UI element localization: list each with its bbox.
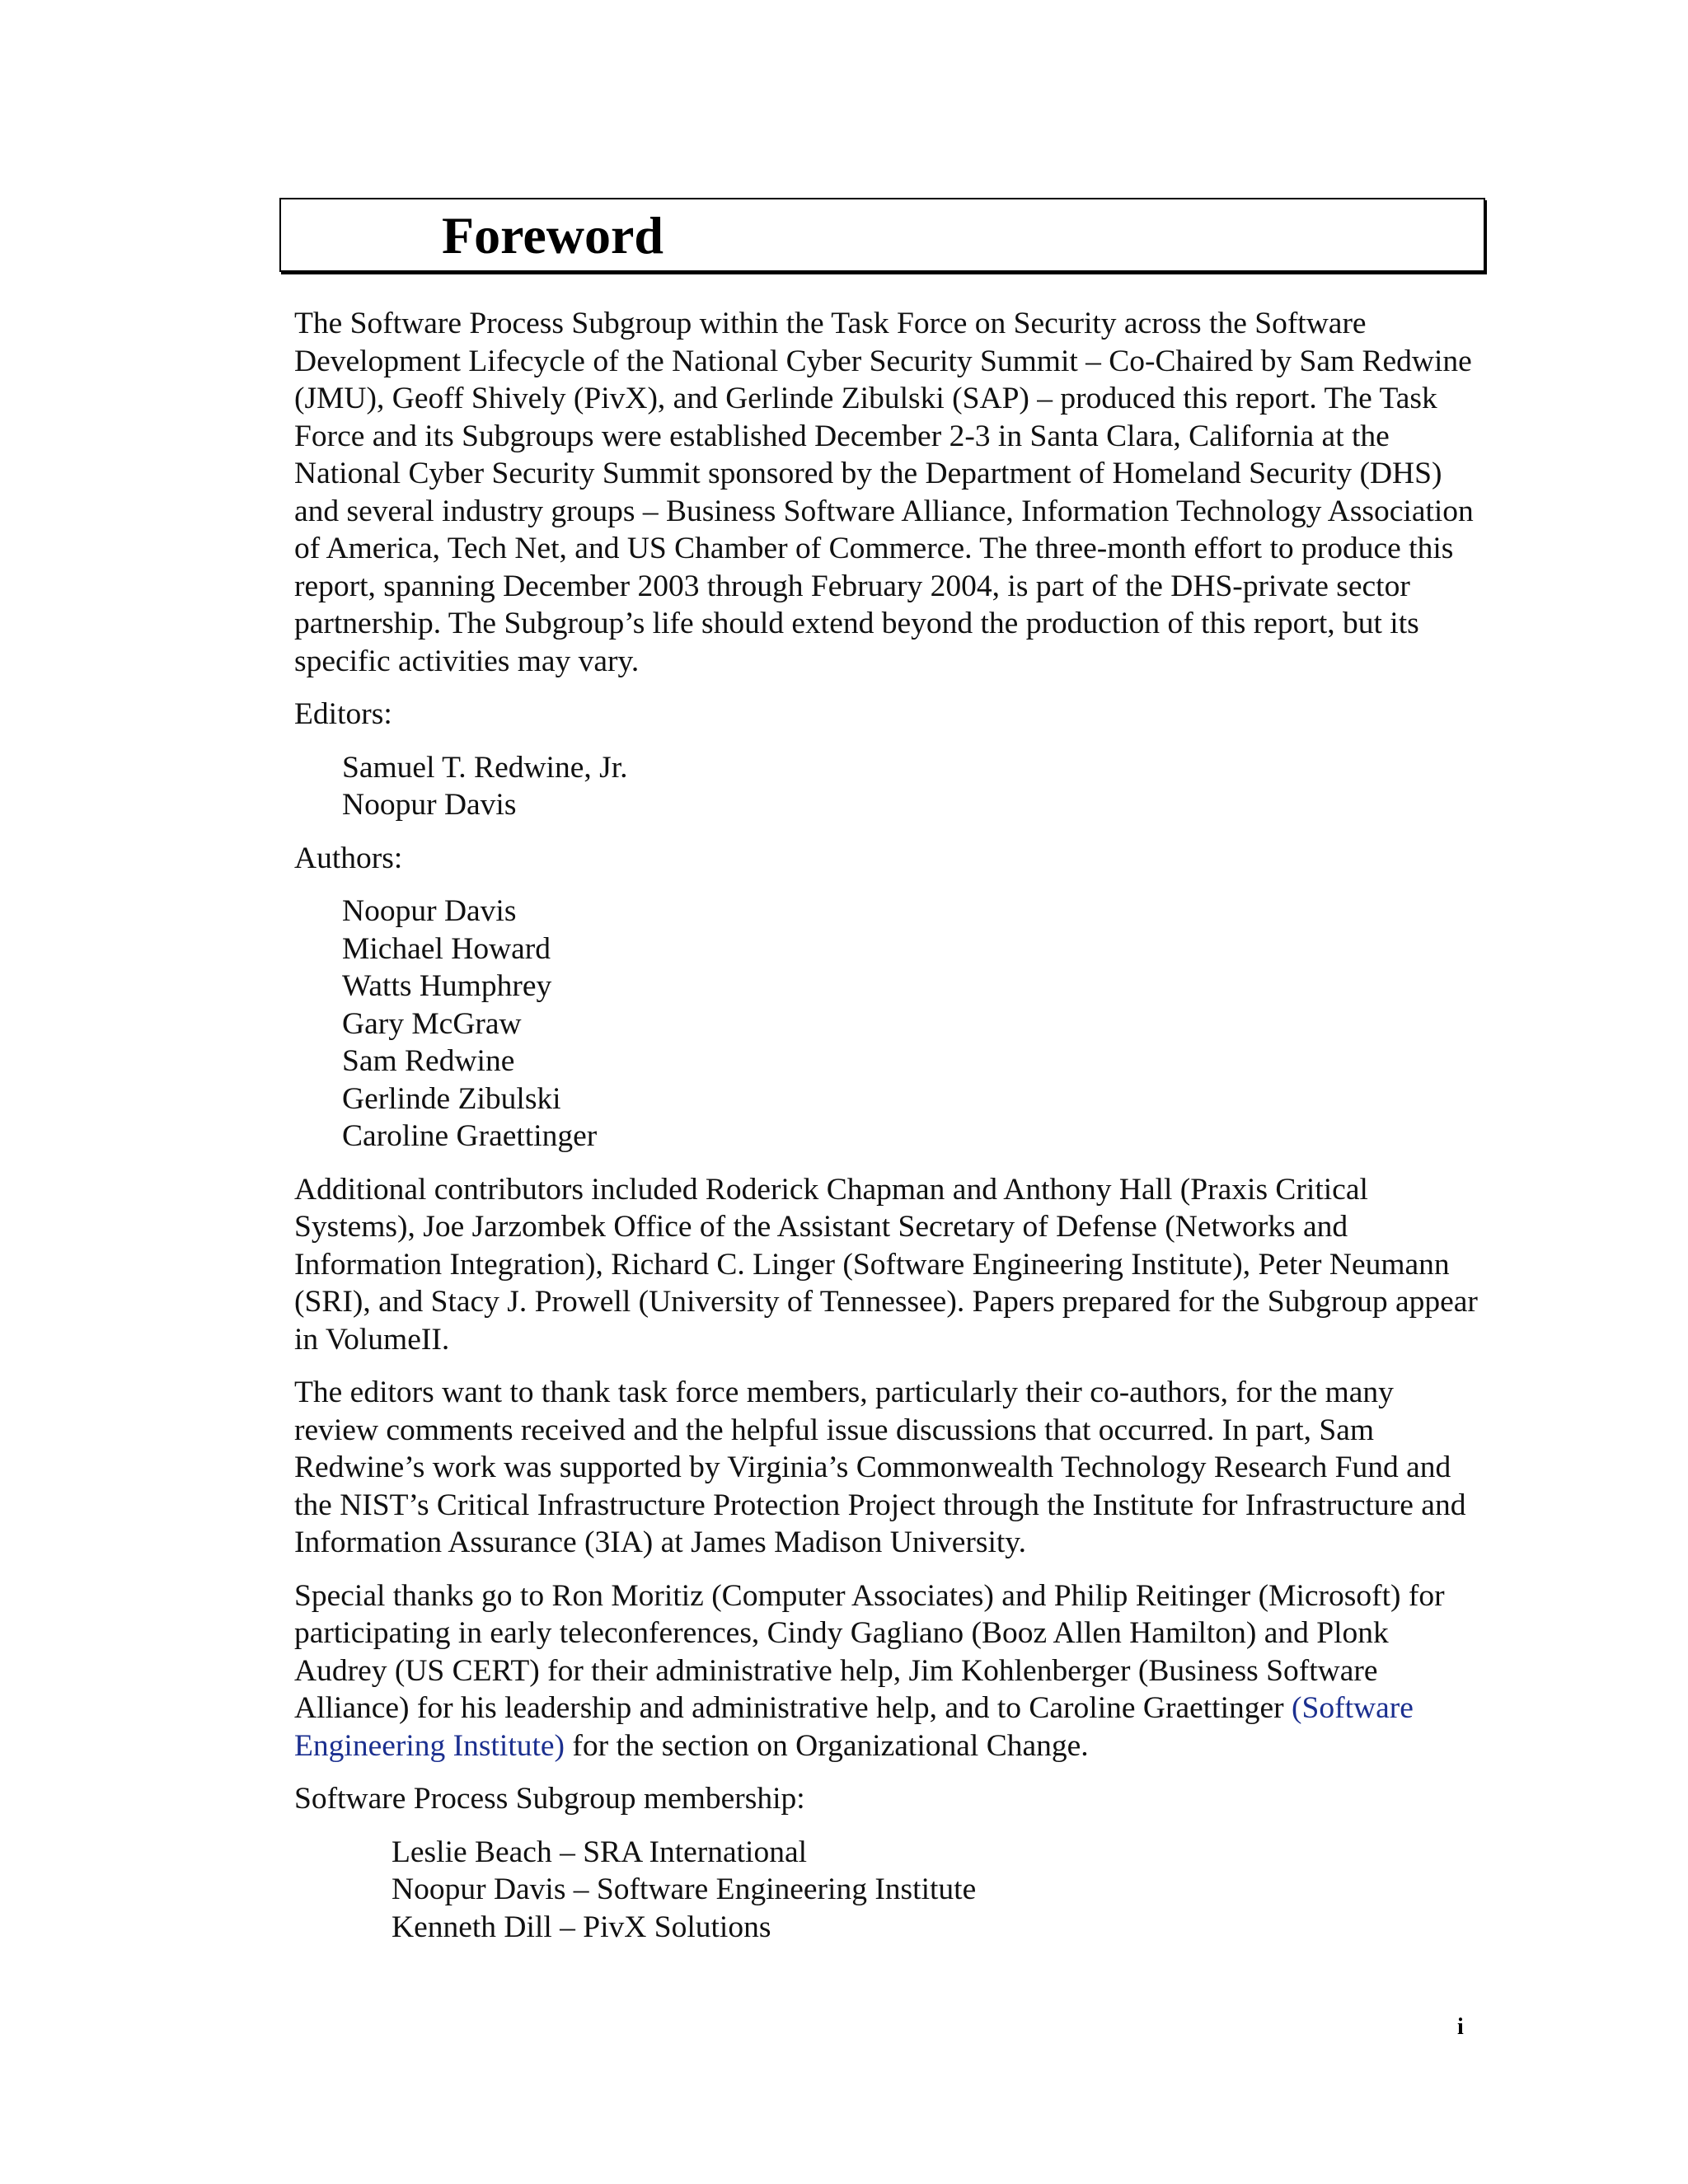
member-entry: Noopur Davis – Software Engineering Institute: [392, 1872, 977, 1906]
author-name: Michael Howard: [342, 931, 551, 966]
member-entry: Leslie Beach – SRA International: [392, 1835, 808, 1869]
member-entry: Kenneth Dill – PivX Solutions: [392, 1910, 771, 1944]
intro-paragraph: The Software Process Subgroup within the Task Force on Security across the Software Development Lifecycle of the National Cyber Security Summit – Co-Chaired by Sam Redwine (JMU), Geoff Shively (PivX), and Gerlinde Zibulski (SAP) – produced this report. The Task Force and its Subgroups were established December 2-3 in Santa Clara, California at the National Cyber Security Summit sponsored by the Department of Homeland Security (DHS) and several industry groups – Business Software Alliance, Information Technology Association of America, Tech Net, and US Chamber of Commerce. The three-month effort to produce this report, spanning December 2003 through February 2004, is part of the DHS-private sector partnership. The Subgroup’s life should extend beyond the production of this report, but its specific activities may vary.: [294, 307, 1474, 678]
editor-name: Noopur Davis: [342, 788, 517, 822]
author-name: Watts Humphrey: [342, 969, 552, 1003]
editor-name: Samuel T. Redwine, Jr.: [342, 750, 628, 785]
thanks-paragraph: The editors want to thank task force members, particularly their co-authors, for the many review comments received and the helpful issue discussions that occurred. In part, Sam Redwine’s work was supported by Virginia’s Commonwealth Technology Research Fund and the NIST’s Critical Infrastructure Protection Project through the Institute for Infrastructure and Information Assurance (3IA) at James Madison University.: [294, 1376, 1466, 1559]
authors-label: Authors:: [294, 841, 403, 875]
author-name: Gary McGraw: [342, 1006, 522, 1041]
author-name: Noopur Davis: [342, 894, 517, 928]
author-name: Caroline Graettinger: [342, 1119, 598, 1153]
author-name: Gerlinde Zibulski: [342, 1081, 561, 1116]
sei-link[interactable]: (Software Engineering Institute): [294, 1691, 1414, 1763]
special-thanks-paragraph: [294, 1577, 1481, 1765]
page-number: i: [1457, 2014, 1464, 2040]
title-box: [279, 198, 1485, 272]
membership-label: Software Process Subgroup membership:: [294, 1782, 805, 1816]
membership-list: [392, 1834, 1481, 1947]
special-thanks-text: Special thanks go to Ron Moritiz (Computer Associates) and Philip Reitinger (Microsoft) for participating in early teleconferences, Cindy Gagliano (Booz Allen Hamilton) and Plonk Audrey (US CERT) for their administrative help, Jim Kohlenberger (Business Software Alliance) for his leadership and administrative help, and to Caroline Graettinger: [294, 1578, 1445, 1725]
contributors-paragraph: Additional contributors included Roderick Chapman and Anthony Hall (Praxis Critical Systems), Joe Jarzombek Office of the Assistant Secretary of Defense (Networks and Information Integration), Richard C. Linger (Software Engineering Institute), Peter Neumann (SRI), and Stacy J. Prowell (University of Tennessee). Papers prepared for the Subgroup appear in VolumeII.: [294, 1172, 1478, 1357]
foreword-content: [294, 305, 1481, 1961]
special-thanks-text-end: for the section on Organizational Change.: [565, 1728, 1089, 1763]
editors-label: Editors:: [294, 697, 392, 731]
author-name: Sam Redwine: [342, 1044, 515, 1078]
authors-list: [342, 893, 1481, 1155]
page-title: Foreword: [442, 206, 663, 265]
editors-list: [342, 749, 1481, 824]
